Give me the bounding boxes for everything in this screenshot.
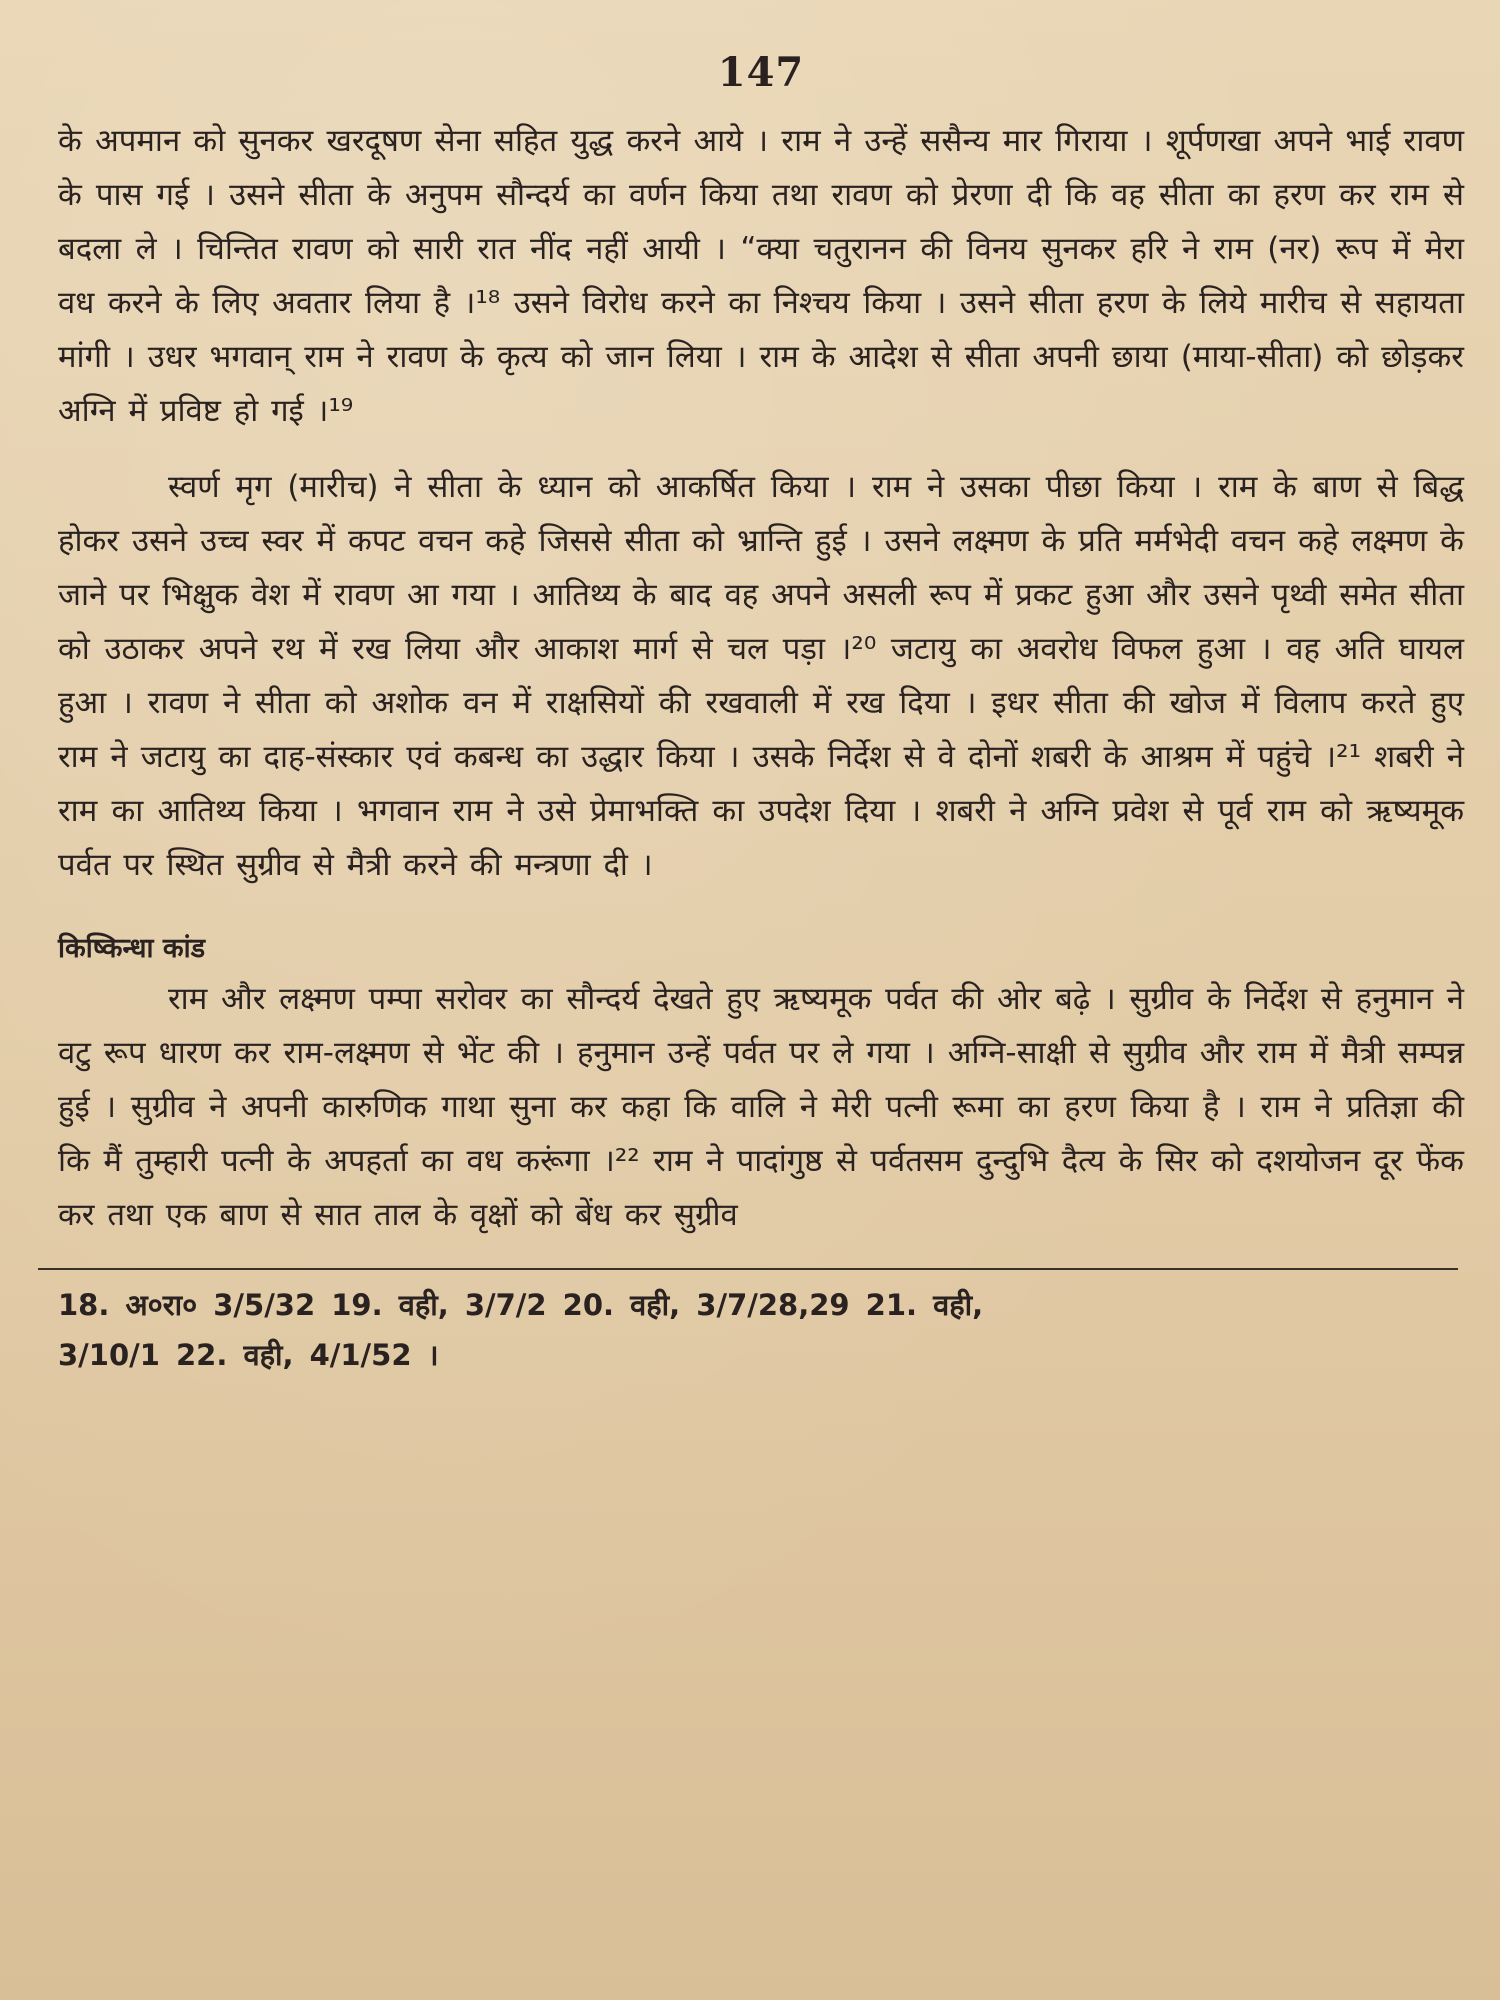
footnote-divider xyxy=(38,1268,1458,1270)
paragraph-2: स्वर्ण मृग (मारीच) ने सीता के ध्यान को आकर्षित किया । राम ने उसका पीछा किया । राम के बाण से बिद्ध होकर उसने उच्च स्वर में कपट वचन कहे जिससे सीता को भ्रान्ति हुई । उसने लक्ष्मण के प्रति मर्मभेदी वचन कहे लक्ष्मण के जाने पर भिक्षुक वेश में रावण आ गया । आतिथ्य के बाद वह अपने असली रूप में प्रकट हुआ और उसने पृथ्वी समेत सीता को उठाकर अपने रथ में रख लिया और आकाश मार्ग से चल पड़ा ।²⁰ जटायु का अवरोध विफल हुआ । वह अति घायल हुआ । रावण ने सीता को अशोक वन में राक्षसियों की रखवाली में रख दिया । इधर सीता की खोज में विलाप करते हुए राम ने जटायु का दाह-संस्कार एवं कबन्ध का उद्धार किया । उसके निर्देश से वे दोनों शबरी के आश्रम में पहुंचे ।²¹ शबरी ने राम का आतिथ्य किया । भगवान राम ने उसे प्रेमाभक्ति का उपदेश दिया । शबरी ने अग्नि प्रवेश से पूर्व राम को ऋष्यमूक पर्वत पर स्थित सुग्रीव से मैत्री करने की मन्त्रणा दी । xyxy=(58,469,1464,883)
paragraph-1: के अपमान को सुनकर खरदूषण सेना सहित युद्ध करने आये । राम ने उन्हें ससैन्य मार गिराया । शूर्पणखा अपने भाई रावण के पास गई । उसने सीता के अनुपम सौन्दर्य का वर्णन किया तथा रावण को प्रेरणा दी कि वह सीता का हरण कर राम से बदला ले । चिन्तित रावण को सारी रात नींद नहीं आयी । “क्या चतुरानन की विनय सुनकर हरि ने राम (नर) रूप में मेरा वध करने के लिए अवतार लिया है ।¹⁸ उसने विरोध करने का निश्चय किया । उसने सीता हरण के लिये मारीच से सहायता मांगी । उधर भगवान् राम ने रावण के कृत्य को जान लिया । राम के आदेश से सीता अपनी छाया (माया-सीता) को छोड़कर अग्नि में प्रविष्ट हो गई ।¹⁹ xyxy=(58,123,1464,429)
section-heading: किष्किन्धा कांड xyxy=(58,933,206,964)
footnote-line-2: 3/10/1 22. वही, 4/1/52 । xyxy=(58,1338,439,1372)
page-number: 147 xyxy=(717,49,805,96)
section-paragraph: राम और लक्ष्मण पम्पा सरोवर का सौन्दर्य देखते हुए ऋष्यमूक पर्वत की ओर बढ़े । सुग्रीव के निर्देश से हनुमान ने वटु रूप धारण कर राम-लक्ष्मण से भेंट की । हनुमान उन्हें पर्वत पर ले गया । अग्नि-साक्षी से सुग्रीव और राम में मैत्री सम्पन्न हुई । सुग्रीव ने अपनी कारुणिक गाथा सुना कर कहा कि वालि ने मेरी पत्नी रूमा का हरण किया है । राम ने प्रतिज्ञा की कि मैं तुम्हारी पत्नी के अपहर्ता का वध करूंगा ।²² राम ने पादांगुष्ठ से पर्वतसम दुन्दुभि दैत्य के सिर को दशयोजन दूर फेंक कर तथा एक बाण से सात ताल के वृक्षों को बेंध कर सुग्रीव xyxy=(58,981,1464,1233)
footnotes xyxy=(58,1280,1464,1380)
footnote-line-1: 18. अ०रा० 3/5/32 19. वही, 3/7/2 20. वही, 3/7/28,29 21. वही, xyxy=(58,1288,984,1322)
